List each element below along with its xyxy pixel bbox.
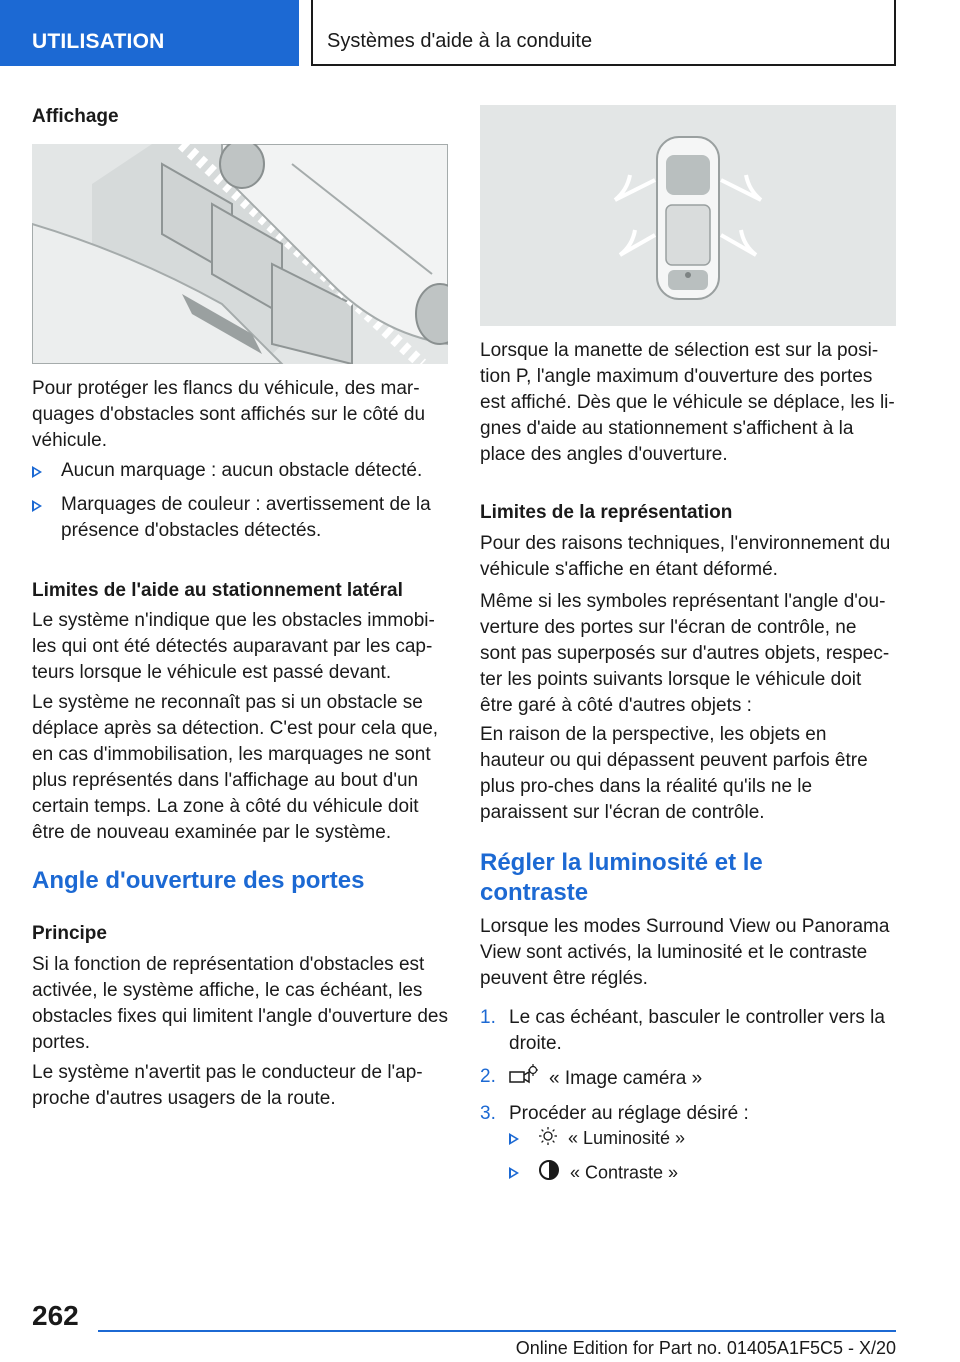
triangle-bullet-icon — [509, 1133, 519, 1145]
door-angle-illustration — [480, 105, 896, 326]
paragraph-luminosite: Lorsque les modes Surround View ou Panorama View sont activés, la luminosité et le contraste peuvent être réglés. — [480, 916, 890, 989]
page-header — [0, 0, 960, 66]
sun-icon — [538, 1126, 558, 1153]
door-angle-drawing — [480, 105, 896, 326]
steps-list — [480, 1005, 896, 1134]
section-luminosite-contraste: Régler la luminosité et le contraste — [480, 849, 763, 906]
section-angle-ouverture: Angle d'ouverture des portes — [32, 867, 365, 894]
step-number: 2. — [480, 1066, 496, 1087]
triangle-bullet-icon — [509, 1167, 519, 1179]
paragraph-limites-1: Le système n'indique que les obstacles immobi-les qui ont été détectés auparavant par les cap-teurs lorsque le véhicule est passé devant. — [32, 610, 435, 683]
paragraph-principe-2: Le système n'avertit pas le conducteur de l'ap-proche d'autres usagers de la route. — [32, 1062, 423, 1109]
marking-bullet-list — [32, 458, 448, 552]
adjustment-options-list — [509, 1125, 896, 1194]
side-parking-illustration — [32, 144, 448, 364]
camera-settings-icon — [509, 1064, 539, 1094]
list-item: « Luminosité » — [509, 1125, 896, 1153]
step-number: 3. — [480, 1103, 496, 1124]
paragraph-limites-2: Le système ne reconnaît pas si un obstacle se déplace après sa détection. C'est pour cela que, en cas d'immobilisation, les marquages ne sont plus représentés dans l'affichage au bout d'un certain temps. La zone à côté du véhicule doit être de nouveau examinée par le système. — [32, 692, 439, 843]
side-parking-drawing — [32, 144, 448, 364]
list-item: « Contraste » — [509, 1159, 896, 1188]
paragraph-representation-2: Même si les symboles représentant l'angle d'ou-verture des portes sur l'écran de contrôle, ne sont pas superposés sur d'autres objets, respec-ter les points suivants lorsque le véhicule doit être garé à côté d'autres objets : — [480, 591, 890, 716]
paragraph-representation-1: Pour des raisons techniques, l'environnement du véhicule s'affiche en étant déformé. — [480, 533, 891, 580]
list-item: 2. « Image caméra » — [480, 1064, 896, 1094]
contrast-icon — [538, 1159, 560, 1188]
paragraph-representation-3: En raison de la perspective, les objets en hauteur ou qui dépassent peuvent parfois être plus pro-ches dans la réalité qu'ils ne le paraissent sur l'écran de contrôle. — [480, 724, 868, 823]
list-item: Aucun marquage : aucun obstacle détecté. — [32, 458, 448, 484]
paragraph-position-p: Lorsque la manette de sélection est sur la posi-tion P, l'angle maximum d'ouverture des portes est affiché. Dès que le véhicule se déplace, les li-gnes d'aide au stationnement s'affichent à la place des angles d'ouverture. — [480, 340, 895, 465]
heading-limites-aide: Limites de l'aide au stationnement latéral — [32, 580, 403, 601]
list-item: 3. Procéder au réglage désiré : — [480, 1101, 896, 1127]
list-item: 1. Le cas échéant, basculer le controller vers la droite. — [480, 1007, 885, 1054]
section-tab: UTILISATION — [0, 0, 299, 66]
list-item: Marquages de couleur : avertissement de la présence d'obstacles détectés. — [32, 492, 448, 544]
triangle-bullet-icon — [32, 466, 42, 478]
triangle-bullet-icon — [32, 500, 42, 512]
heading-limites-representation: Limites de la représentation — [480, 502, 733, 523]
page-number: 262 — [32, 1300, 79, 1331]
edition-text: Online Edition for Part no. 01405A1F5C5 - X/20 — [515, 1338, 896, 1358]
chapter-title: Systèmes d'aide à la conduite — [311, 0, 896, 66]
heading-principe: Principe — [32, 923, 107, 944]
step-number: 1. — [480, 1007, 496, 1028]
paragraph-intro: Pour protéger les flancs du véhicule, des mar-quages d'obstacles sont affichés sur le côté du véhicule. — [32, 378, 426, 451]
footer-divider — [98, 1330, 896, 1332]
paragraph-principe-1: Si la fonction de représentation d'obstacles est activée, le système affiche, le cas échéant, les obstacles fixes qui limitent l'angle d'ouverture des portes. — [32, 954, 448, 1053]
heading-affichage: Affichage — [32, 106, 119, 127]
